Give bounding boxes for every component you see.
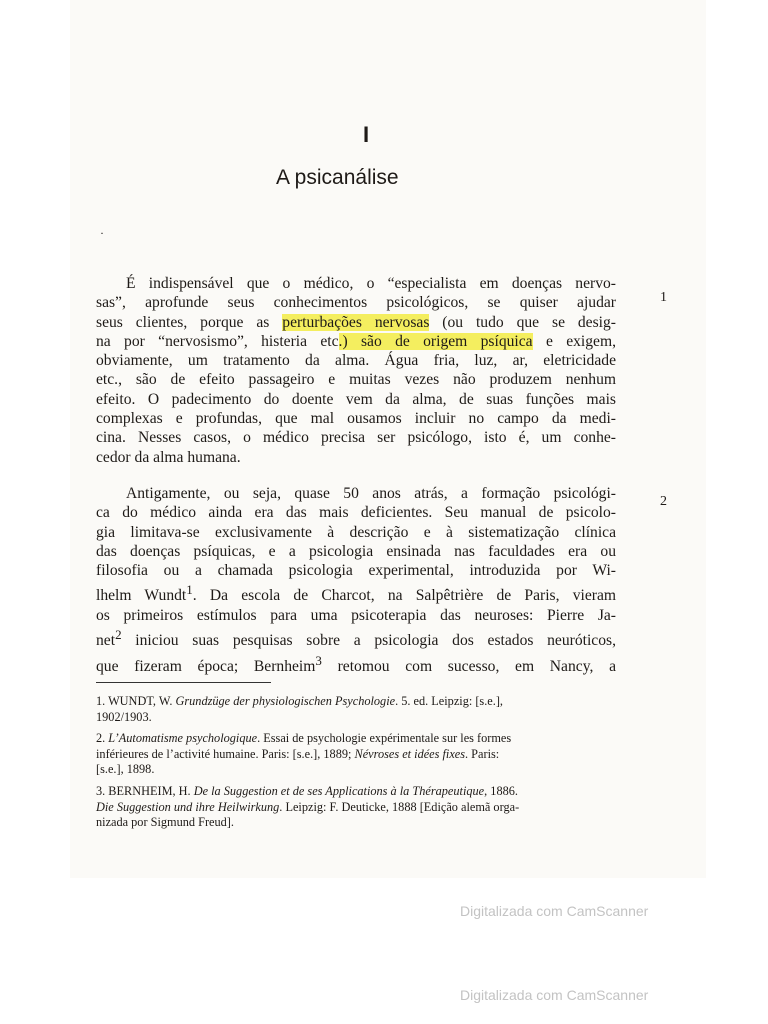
p1-line: efeito. O padecimento do doente vem da alma, de suas funções mais <box>96 390 616 408</box>
paragraph-number: 2 <box>660 494 667 509</box>
footnote-ref: 3 <box>315 652 322 668</box>
camscanner-watermark: Digitalizada com CamScanner <box>460 987 649 1003</box>
footnote-3: 3. BERNHEIM, H. De la Suggestion et de ses Applications à la Thérapeutique, 1886. Die Suggestion und ihre Heilwirkung. Leipzig: F. Deuticke, 1888 [Edição alemã orga- nizada por Sigmund Freud]. <box>96 783 520 830</box>
footnote-ref: 2 <box>115 627 122 643</box>
chapter-title: A psicanálise <box>276 166 399 189</box>
p1-line: na por “nervosismo”, histeria etc.) são de origem psíquica e exigem, <box>96 332 616 350</box>
paragraph-1 <box>96 274 616 467</box>
footnote-2: 2. L’Automatisme psychologique. Essai de psychologie expérimentale sur les formes inférieures de l’activité humaine. Paris: [s.e.], 1889; Névroses et idées fixes. Paris: [s.e.], 1898. <box>96 731 512 777</box>
p1-line: É indispensável que o médico, o “especialista em doenças nervo- <box>126 275 616 292</box>
p1-line: cedor da alma humana. <box>96 448 241 466</box>
p1-line: complexas e profundas, que mal ousamos incluir no campo da medi- <box>96 410 616 428</box>
camscanner-watermark: Digitalizada com CamScanner <box>460 903 649 919</box>
p1-line: seus clientes, porque as perturbações nervosas (ou tudo que se desig- <box>96 313 616 331</box>
p1-line: sas”, aprofunde seus conhecimentos psicológicos, se quiser ajudar <box>96 294 616 312</box>
p1-line: obviamente, um tratamento da alma. Água fria, luz, ar, eletricidade <box>96 352 616 370</box>
p2-line: filosofia ou a chamada psicologia experimental, introduzida por Wi- <box>96 562 616 580</box>
chapter-number: I <box>363 122 370 147</box>
p2-line: os primeiros estímulos para uma psicoterapia das neuroses: Pierre Ja- <box>96 606 616 624</box>
p2-line: Antigamente, ou seja, quase 50 anos atrás, a formação psicológi- <box>126 485 616 502</box>
paragraph-number: 1 <box>660 290 667 305</box>
footnote-ref: 1 <box>186 582 193 598</box>
p1-line: etc., são de efeito passageiro e muitas vezes não produzem nenhum <box>96 371 616 389</box>
p2-line: das doenças psíquicas, e a psicologia ensinada nas faculdades era ou <box>96 542 616 560</box>
footnote-1: 1. WUNDT, W. Grundzüge der physiologischen Psychologie. 5. ed. Leipzig: [s.e.], 1902/1903. <box>96 694 503 724</box>
p2-line: lhelm Wundt$^1$. Da escola de Charcot, na Salpêtrière de Paris, vieram <box>96 582 616 605</box>
p2-line: que fizeram época; Bernheim$^3$ retomou com sucesso, em Nancy, a <box>96 652 616 675</box>
highlighted-text: .) são de origem psíquica <box>338 332 533 350</box>
paragraph-2 <box>96 484 616 676</box>
p2-line: ca do médico ainda era das mais deficientes. Seu manual de psicolo- <box>96 504 616 522</box>
footnotes <box>96 694 622 837</box>
p2-line: gia limitava-se exclusivamente à descrição e à sistematização clínica <box>96 523 616 541</box>
highlighted-text: perturbações nervosas <box>282 313 430 331</box>
scan-speck: · <box>100 226 104 240</box>
footnote-divider <box>96 682 271 683</box>
p2-line: net$^2$ iniciou suas pesquisas sobre a psicologia dos estados neuróticos, <box>96 627 616 650</box>
p1-line: cina. Nesses casos, o médico precisa ser psicólogo, isto é, um conhe- <box>96 429 616 447</box>
